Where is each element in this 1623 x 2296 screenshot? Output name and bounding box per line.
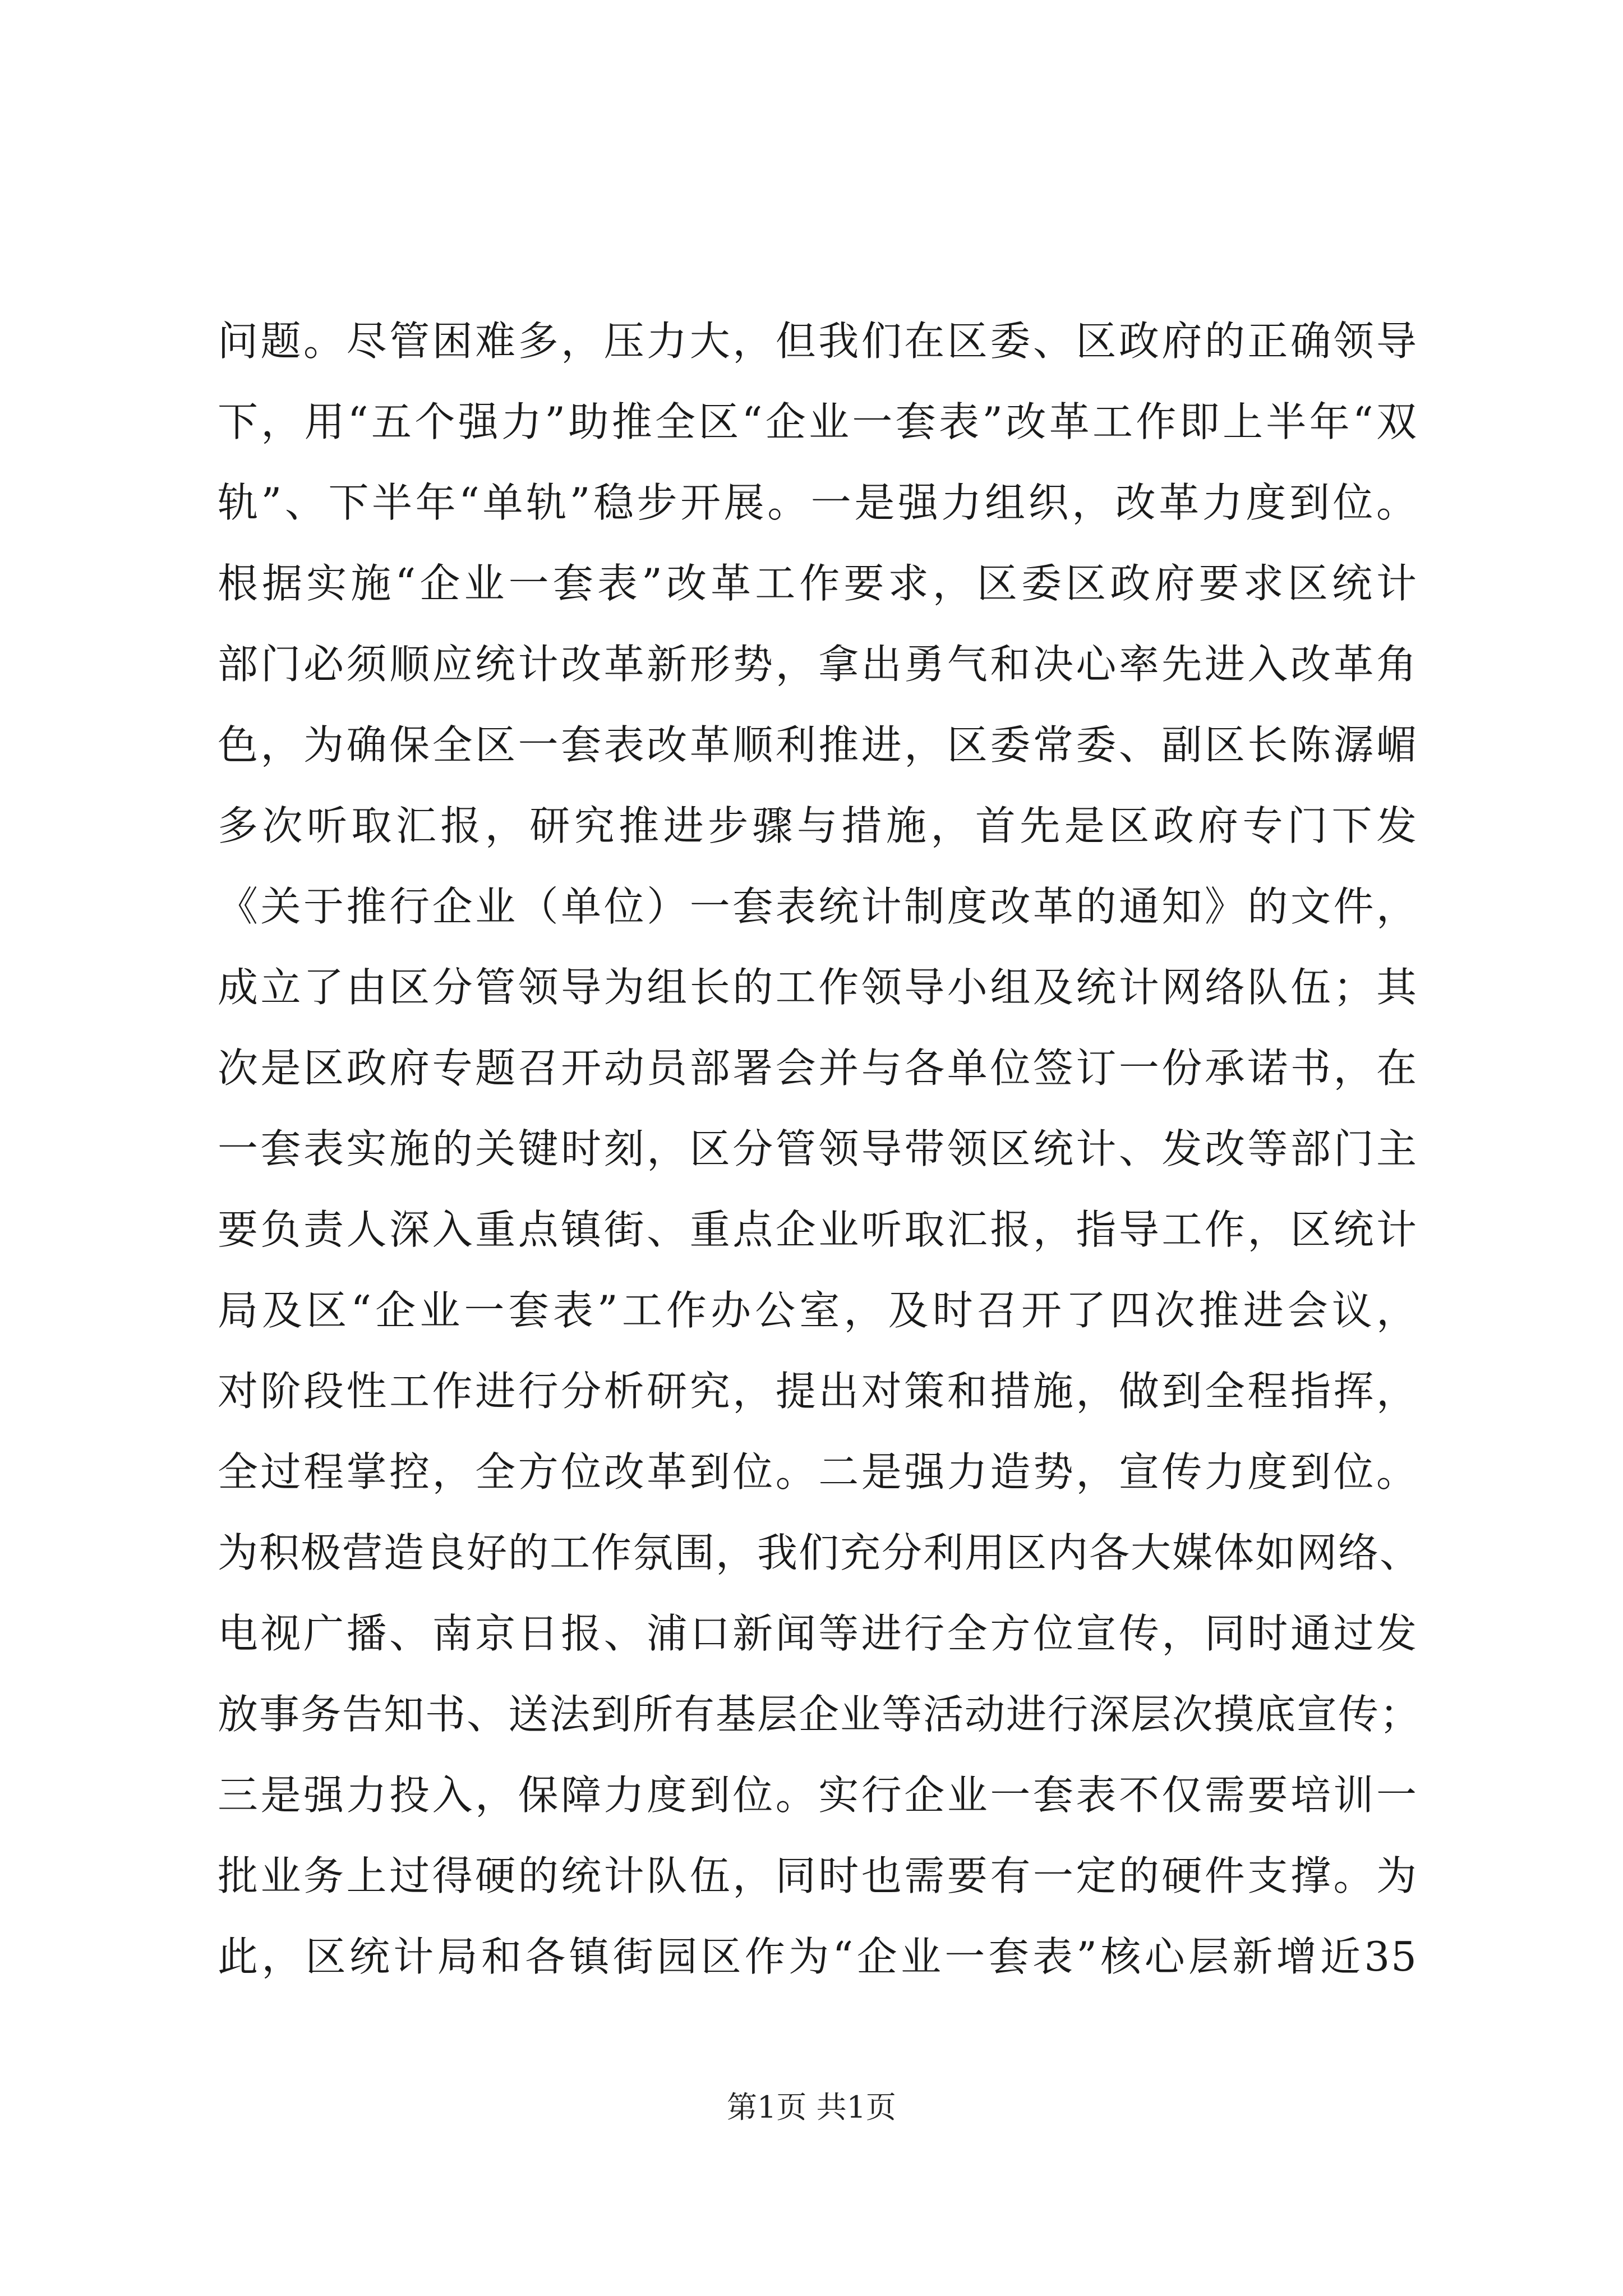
text-line: 下，用“五个强力”助推全区“企业一套表”改革工作即上半年“双	[218, 398, 1418, 445]
text-line: 放事务告知书、送法到所有基层企业等活动进行深层次摸底宣传；	[218, 1691, 1422, 1738]
page-number-label: 第1页 共1页	[727, 2090, 896, 2125]
text-line: 局及区“企业一套表”工作办公室，及时召开了四次推进会议，	[218, 1287, 1418, 1334]
text-line: 色，为确保全区一套表改革顺利推进，区委常委、副区长陈潺嵋	[218, 721, 1418, 769]
text-line: 根据实施“企业一套表”改革工作要求，区委区政府要求区统计	[218, 560, 1418, 607]
text-line: 次是区政府专题召开动员部署会并与各单位签订一份承诺书，在	[218, 1045, 1418, 1092]
text-line: 为积极营造良好的工作氛围，我们充分利用区内各大媒体如网络、	[218, 1529, 1422, 1576]
text-line: 成立了由区分管领导为组长的工作领导小组及统计网络队伍；其	[218, 964, 1418, 1011]
text-line: 电视广播、南京日报、浦口新闻等进行全方位宣传，同时通过发	[218, 1610, 1418, 1657]
text-line: 此，区统计局和各镇街园区作为“企业一套表”核心层新增近35	[218, 1933, 1418, 1980]
text-line: 部门必须顺应统计改革新形势，拿出勇气和决心率先进入改革角	[218, 641, 1418, 688]
text-line: 《关于推行企业（单位）一套表统计制度改革的通知》的文件，	[218, 883, 1418, 930]
text-line: 要负责人深入重点镇街、重点企业听取汇报，指导工作，区统计	[218, 1206, 1418, 1253]
page-footer	[0, 2088, 1623, 2127]
text-line: 问题。尽管困难多，压力大，但我们在区委、区政府的正确领导	[218, 318, 1418, 365]
text-line: 全过程掌控，全方位改革到位。二是强力造势，宣传力度到位。	[218, 1448, 1418, 1496]
text-line: 多次听取汇报，研究推进步骤与措施，首先是区政府专门下发	[218, 802, 1418, 849]
body-text	[218, 301, 1422, 1997]
text-line: 对阶段性工作进行分析研究，提出对策和措施，做到全程指挥，	[218, 1368, 1418, 1415]
text-line: 一套表实施的关键时刻，区分管领导带领区统计、发改等部门主	[218, 1125, 1418, 1172]
text-line: 轨”、下半年“单轨”稳步开展。一是强力组织，改革力度到位。	[218, 479, 1418, 526]
text-line: 批业务上过得硬的统计队伍，同时也需要有一定的硬件支撑。为	[218, 1852, 1418, 1899]
text-line: 三是强力投入，保障力度到位。实行企业一套表不仅需要培训一	[218, 1772, 1418, 1819]
